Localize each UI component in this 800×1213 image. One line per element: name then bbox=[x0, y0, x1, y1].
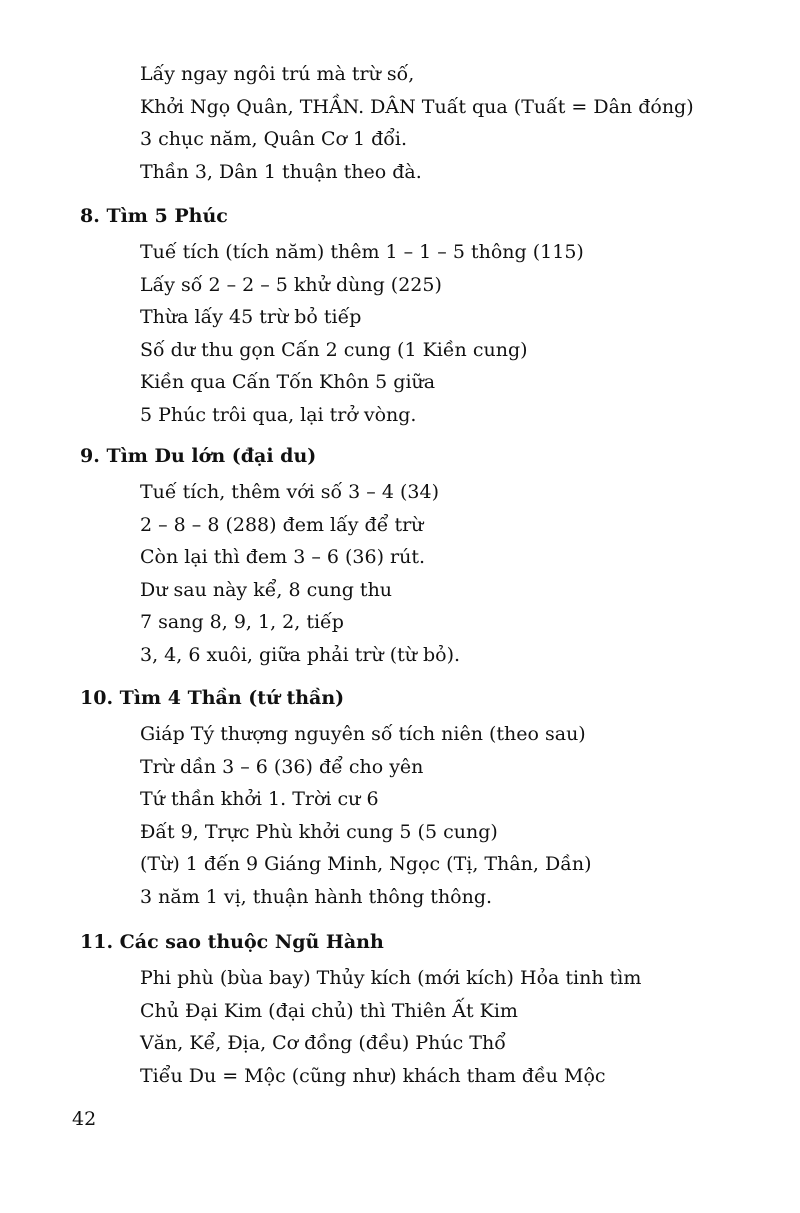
section-cac-sao-ngu-hanh bbox=[80, 926, 770, 1092]
section-verse bbox=[80, 236, 770, 431]
verse-line: 3 năm 1 vị, thuận hành thông thông. bbox=[140, 885, 493, 908]
verse-line: 2 – 8 – 8 (288) đem lấy để trừ bbox=[140, 513, 424, 536]
page-number: 42 bbox=[72, 1108, 97, 1130]
section-heading: 8. Tìm 5 Phúc bbox=[80, 205, 228, 227]
verse-line: Còn lại thì đem 3 – 6 (36) rút. bbox=[140, 546, 426, 568]
section-tim-4-than bbox=[80, 682, 770, 913]
section-verse bbox=[80, 476, 770, 671]
verse-line: Thần 3, Dân 1 thuận theo đà. bbox=[140, 160, 422, 183]
verse-line: Dư sau này kể, 8 cung thu bbox=[140, 578, 393, 601]
section-verse bbox=[80, 962, 770, 1092]
verse-line: Lấy số 2 – 2 – 5 khử dùng (225) bbox=[140, 273, 442, 296]
verse-line: 7 sang 8, 9, 1, 2, tiếp bbox=[140, 611, 344, 633]
verse-line: Tuế tích (tích năm) thêm 1 – 1 – 5 thông (115) bbox=[140, 241, 584, 263]
verse-line: Lấy ngay ngôi trú mà trừ số, bbox=[140, 63, 415, 85]
verse-line: Phi phù (bùa bay) Thủy kích (mới kích) Hỏa tinh tìm bbox=[140, 967, 642, 989]
verse-line: Kiền qua Cấn Tốn Khôn 5 giữa bbox=[140, 371, 436, 393]
verse-line: Tuế tích, thêm với số 3 – 4 (34) bbox=[140, 481, 439, 503]
verse-line: 5 Phúc trôi qua, lại trở vòng. bbox=[140, 403, 417, 426]
verse-line: Chủ Đại Kim (đại chủ) thì Thiên Ất Kim bbox=[140, 999, 518, 1022]
section-heading: 9. Tìm Du lớn (đại du) bbox=[80, 445, 317, 467]
verse-line: Đất 9, Trực Phù khởi cung 5 (5 cung) bbox=[140, 820, 498, 843]
section-tim-du-lon bbox=[80, 440, 770, 671]
section-heading: 11. Các sao thuộc Ngũ Hành bbox=[80, 931, 384, 953]
verse-line: Trừ dần 3 – 6 (36) để cho yên bbox=[140, 755, 424, 778]
verse-line: 3 chục năm, Quân Cơ 1 đổi. bbox=[140, 128, 408, 150]
verse-line: Khởi Ngọ Quân, THẦN. DÂN Tuất qua (Tuất = Dân đóng) bbox=[140, 95, 694, 118]
verse-line: Thừa lấy 45 trừ bỏ tiếp bbox=[140, 306, 362, 328]
verse-line: Tiểu Du = Mộc (cũng như) khách tham đều Mộc bbox=[140, 1064, 606, 1087]
verse-line: (Từ) 1 đến 9 Giáng Minh, Ngọc (Tị, Thân, Dần) bbox=[140, 853, 592, 875]
verse-line: Giáp Tý thượng nguyên số tích niên (theo sau) bbox=[140, 723, 586, 745]
verse-line: 3, 4, 6 xuôi, giữa phải trừ (từ bỏ). bbox=[140, 643, 461, 666]
section-tim-5-phuc bbox=[80, 200, 770, 431]
intro-verse bbox=[140, 58, 760, 188]
verse-line: Số dư thu gọn Cấn 2 cung (1 Kiền cung) bbox=[140, 338, 528, 361]
section-heading: 10. Tìm 4 Thần (tứ thần) bbox=[80, 687, 345, 709]
verse-line: Tứ thần khởi 1. Trời cư 6 bbox=[140, 788, 379, 810]
section-verse bbox=[80, 718, 770, 913]
verse-line: Văn, Kể, Địa, Cơ đồng (đều) Phúc Thổ bbox=[140, 1032, 506, 1054]
